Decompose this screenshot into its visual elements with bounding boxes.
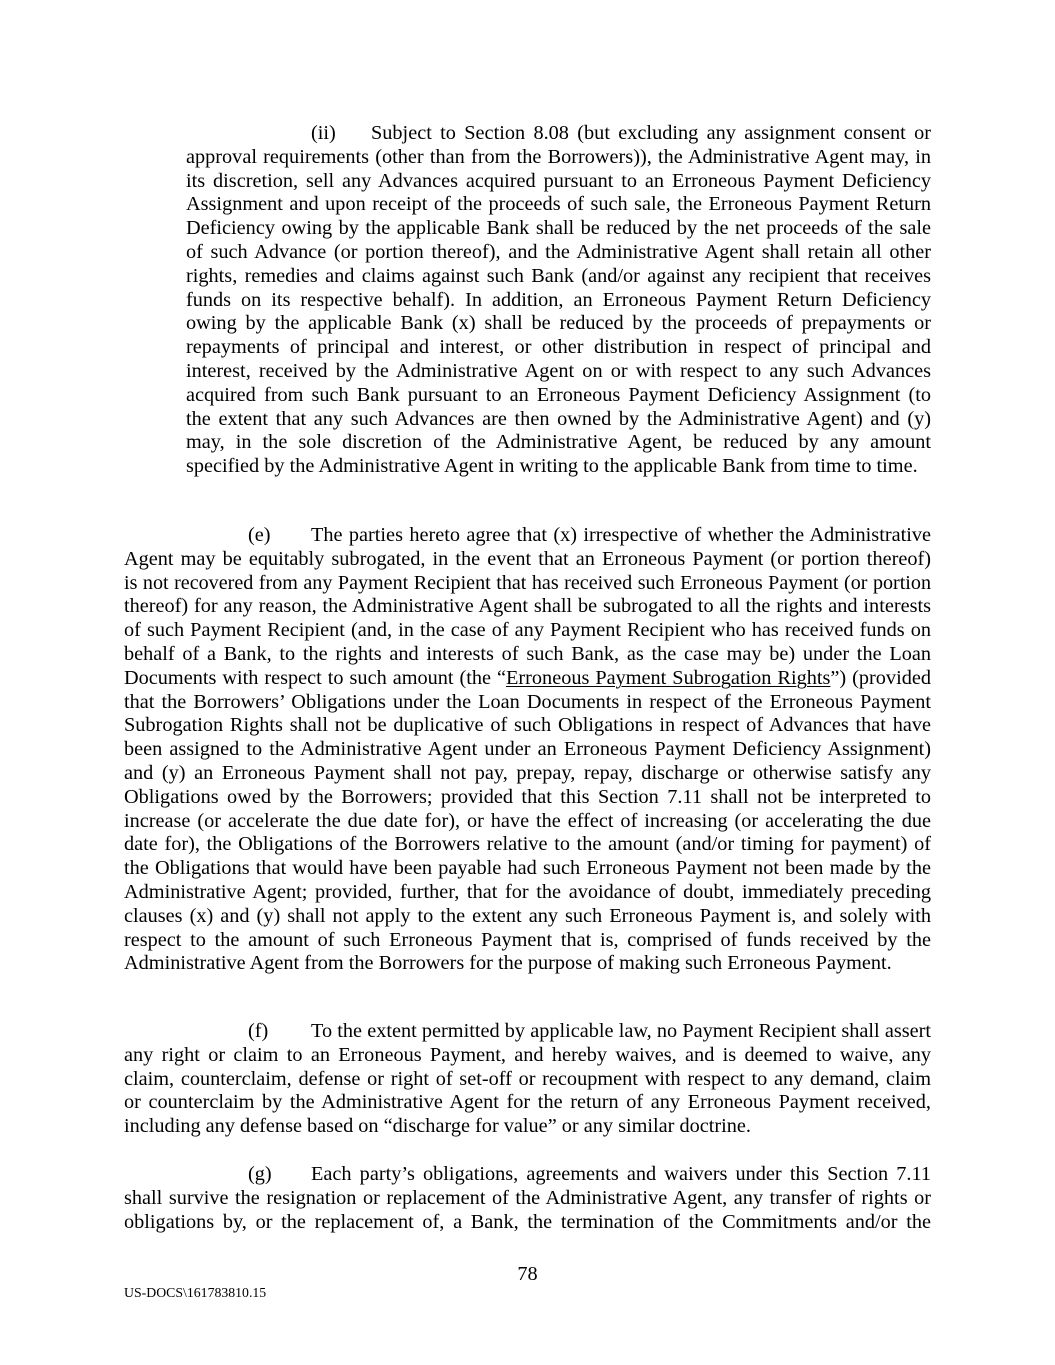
text-line: Subrogation Rights shall not be duplicative of such Obligations in respect of Advances that have bbox=[124, 714, 931, 737]
text-line: Administrative Agent from the Borrowers for the purpose of making such Erroneous Payment. bbox=[124, 952, 892, 975]
text-line: Administrative Agent; provided, further, that for the avoidance of doubt, immediately preceding bbox=[124, 880, 931, 903]
page-number: 78 bbox=[517, 1263, 538, 1285]
text-line: increase (or accelerate the due date for), or have the effect of increasing (or accelerating the due bbox=[124, 809, 931, 832]
document-id: US-DOCS\161783810.15 bbox=[124, 1285, 267, 1300]
text-line: interest, received by the Administrative Agent on or with respect to any such Advances bbox=[186, 359, 931, 382]
text-line: and (y) an Erroneous Payment shall not pay, prepay, repay, discharge or otherwise satisfy any bbox=[124, 761, 931, 784]
text-line: shall survive the resignation or replacement of the Administrative Agent, any transfer of rights or bbox=[124, 1186, 931, 1209]
text-line: been assigned to the Administrative Agent under an Erroneous Payment Deficiency Assignment) bbox=[124, 738, 931, 761]
text-line-content: To the extent permitted by applicable law, no Payment Recipient shall assert bbox=[311, 1020, 931, 1042]
paragraph-first-line bbox=[124, 1163, 931, 1187]
text-line: including any defense based on “discharge for value” or any similar doctrine. bbox=[124, 1115, 751, 1138]
text-line-content: Subject to Section 8.08 (but excluding any assignment consent or bbox=[371, 122, 931, 144]
text-line: or counterclaim by the Administrative Agent for the return of any Erroneous Payment received, bbox=[124, 1091, 931, 1114]
text-line: the extent that any such Advances are then owned by the Administrative Agent) and (y) bbox=[186, 407, 931, 430]
text-line: of such Payment Recipient (and, in the case of any Payment Recipient who has received funds on bbox=[124, 619, 931, 642]
text-line: Deficiency owing by the applicable Bank shall be reduced by the net proceeds of the sale bbox=[186, 217, 931, 240]
text-line: rights, remedies and claims against such Bank (and/or against any recipient that receives bbox=[186, 264, 931, 287]
text-line: repayments of principal and interest, or other distribution in respect of principal and bbox=[186, 336, 931, 359]
text-line: is not recovered from any Payment Recipient that has received such Erroneous Payment (or portion bbox=[124, 571, 931, 594]
text-line: of such Advance (or portion thereof), and the Administrative Agent shall retain all other bbox=[186, 240, 931, 263]
text-line: funds on its respective behalf). In addition, an Erroneous Payment Return Deficiency bbox=[186, 288, 931, 311]
text-segment: ”) (provided bbox=[830, 666, 931, 689]
defined-term: Erroneous Payment Subrogation Rights bbox=[506, 666, 831, 689]
text-segment: Documents with respect to such amount (the “ bbox=[124, 666, 507, 689]
text-line-content: Each party’s obligations, agreements and waivers under this Section 7.11 bbox=[311, 1163, 931, 1185]
text-line: claim, counterclaim, defense or right of set-off or recoupment with respect to any demand, claim bbox=[124, 1067, 931, 1090]
text-line: thereof) for any reason, the Administrative Agent shall be subrogated to all the rights and interests bbox=[124, 595, 931, 618]
text-line: acquired from such Bank pursuant to an Erroneous Payment Deficiency Assignment (to bbox=[186, 383, 931, 406]
paragraph-f bbox=[124, 1020, 931, 1139]
text-line: its discretion, sell any Advances acquired pursuant to an Erroneous Payment Deficiency bbox=[186, 169, 931, 192]
text-line: the Obligations that would have been payable had such Erroneous Payment not been made by the bbox=[124, 857, 931, 880]
text-line: respect to the amount of such Erroneous Payment that is, comprised of funds received by the bbox=[124, 928, 931, 951]
text-line-content: The parties hereto agree that (x) irrespective of whether the Administrative bbox=[311, 524, 931, 546]
text-line: Obligations owed by the Borrowers; provided that this Section 7.11 shall not be interpreted to bbox=[124, 785, 931, 808]
paragraph-first-line bbox=[124, 1020, 931, 1044]
paragraph-label: (ii) bbox=[311, 122, 336, 144]
paragraph-label: (e) bbox=[248, 524, 271, 546]
text-line: date for), the Obligations of the Borrowers relative to the amount (and/or timing for payment) of bbox=[124, 833, 931, 856]
text-line: may, in the sole discretion of the Administrative Agent, be reduced by any amount bbox=[186, 431, 931, 454]
text-line: clauses (x) and (y) shall not apply to the extent any such Erroneous Payment is, and solely with bbox=[124, 904, 931, 927]
paragraph-ii bbox=[186, 122, 931, 479]
text-line: Agent may be equitably subrogated, in the event that an Erroneous Payment (or portion thereof) bbox=[124, 547, 931, 570]
paragraph-label: (g) bbox=[248, 1163, 272, 1185]
text-line: specified by the Administrative Agent in writing to the applicable Bank from time to time. bbox=[186, 455, 918, 478]
paragraph-first-line bbox=[124, 524, 931, 548]
text-line: approval requirements (other than from the Borrowers)), the Administrative Agent may, in bbox=[186, 145, 931, 168]
text-line: owing by the applicable Bank (x) shall be reduced by the proceeds of prepayments or bbox=[186, 312, 931, 335]
text-line: that the Borrowers’ Obligations under the Loan Documents in respect of the Erroneous Payment bbox=[124, 690, 931, 713]
text-line: obligations by, or the replacement of, a Bank, the termination of the Commitments and/or the bbox=[124, 1210, 931, 1233]
text-line: any right or claim to an Erroneous Payment, and hereby waives, and is deemed to waive, any bbox=[124, 1043, 931, 1066]
paragraph-first-line bbox=[186, 122, 931, 146]
paragraph-label: (f) bbox=[248, 1020, 269, 1042]
text-line bbox=[124, 667, 931, 691]
paragraph-e bbox=[124, 524, 931, 976]
text-line: Assignment and upon receipt of the proceeds of such sale, the Erroneous Payment Return bbox=[186, 193, 931, 216]
paragraph-g bbox=[124, 1163, 931, 1234]
text-line: behalf of a Bank, to the rights and interests of such Bank, as the case may be) under the Loan bbox=[124, 642, 931, 665]
